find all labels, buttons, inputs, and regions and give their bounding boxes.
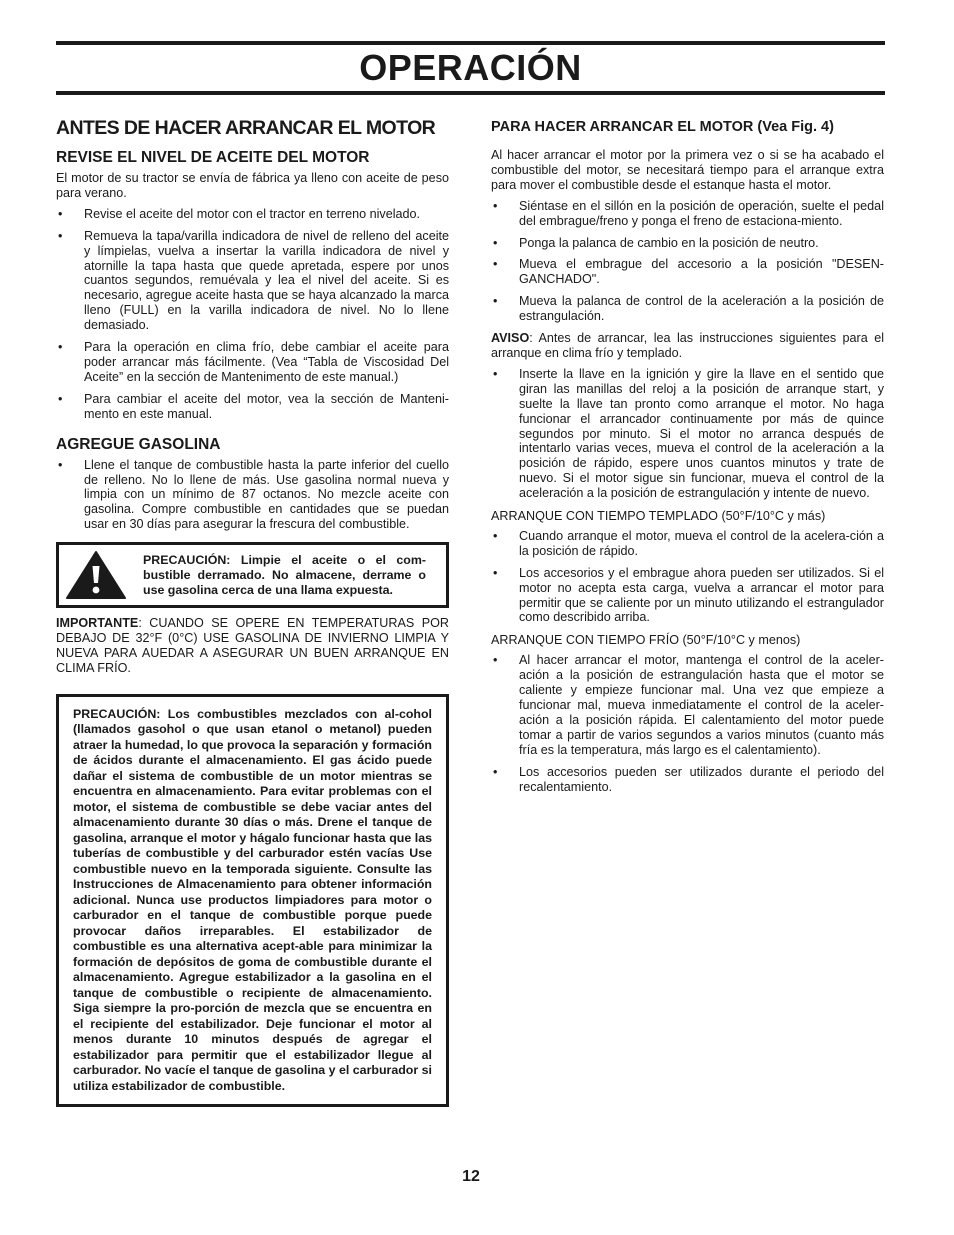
cold-start-heading: ARRANQUE CON TIEMPO FRÍO (50°F/10°C y menos) (491, 633, 801, 648)
section-title: ANTES DE HACER ARRANCAR EL MOTOR (56, 117, 436, 139)
list-item: • Los accesorios y el embrague ahora pueden ser utilizados. Si el motor no acepta esta carga, vuelva a arrancar el motor para permitir que se caliente por un minuto utilizando el estrangulador como describido arriba. (491, 566, 884, 626)
list-item: • Para cambiar el aceite del motor, vea la sección de Manteni-mento en este manual. (56, 392, 449, 422)
list-item: • Llene el tanque de combustible hasta la parte inferior del cuello de relleno. No lo llene de más. Use gasolina normal nueva y limpia con un mínimo de 87 octanos. No mezcle aceite con gasolina. Compre combustible en cantidades que se puedan usar en 30 días para asegurar la frescura del combustible. (56, 458, 449, 533)
list-item: • Mueva el embrague del accesorio a la posición "DESEN-GANCHADO". (491, 257, 884, 287)
caution-box-fuel-storage: PRECAUCIÓN: Los combustibles mezclados con al-cohol (llamados gasohol o que usan etanol o metanol) pueden atraer la humedad, lo que provoca la separación y formación de ácidos durante el almacenamiento. El gas ácido puede dañar el sistema de combustible de un motor mientras se encuentra en almacenamiento. Para evitar problemas con el motor, el sistema de combustible se debe vaciar antes del almacenamiento durante 30 días o más. Drene el tanque de gasolina, arranque el motor y hágalo funcionar hasta que las tuberías de combustible y del carburador estén vacías Use combustible nuevo en la temporada siguiente. Consulte las Instrucciones de Almacenamiento para obtener información adicional. Nunca use productos limpiadores para motor o carburador en el tanque de combustible porque puede provocar daños irreparables. El estabilizador de combustible es una alternativa acept-able para minimizar la formación de depósitos de goma de combustible durante el almacenamiento. Agregue estabilizador a la gasolina en el tanque de combustible o recipiente de almacenamiento. Siga siempre la pro-porción de mezcla que se encuentra en el recipiente del estabilizador. Deje funcionar el motor al menos durante 10 minutos después de agregar el estabilizador para permitir que el estabilizador llegue al carburador. No vacíe el tanque de gasolina y el carburador si utiliza estabilizador de combustible. (56, 694, 449, 1108)
oil-intro: El motor de su tractor se envía de fábrica ya lleno con aceite de peso para verano. (56, 171, 449, 200)
page-number-text: 12 (462, 1168, 480, 1185)
list-item: • Cuando arranque el motor, mueva el control de la acelera-ción a la posición de rápido. (491, 529, 884, 559)
fuel-list (56, 458, 449, 533)
notice-note (491, 331, 884, 361)
notice-text: : Antes de arrancar, lea las instrucciones siguientes para el arranque en clima frío y templado. (491, 331, 884, 360)
warning-triangle-icon (65, 550, 127, 600)
page-number (0, 1168, 954, 1186)
right-column (491, 113, 884, 801)
caution-text: PRECAUCIÓN: Limpie el aceite o el com-bustible derramado. No almacene, derrame o use gasolina cerca de una llama expuesta. (143, 552, 426, 597)
oil-heading: REVISE EL NIVEL DE ACEITE DEL MOTOR (56, 149, 370, 166)
page-title: OPERACIÓN (359, 47, 582, 88)
caution-box-spill (56, 542, 449, 608)
warm-start-heading: ARRANQUE CON TIEMPO TEMPLADO (50°F/10°C y más) (491, 509, 826, 524)
header-rule-bottom (56, 91, 885, 95)
left-column (56, 113, 449, 1107)
important-text: : CUANDO SE OPERE EN TEMPERATURAS POR DEBAJO DE 32°F (0°C) USE GASOLINA DE INVIERNO LIMPIA Y NUEVA PARA AUEDAR A ASEGURAR UN BUEN ARRANQUE EN CLIMA FRÍO. (56, 616, 449, 675)
notice-label: AVISO (491, 331, 530, 346)
warm-start-list (491, 529, 884, 625)
list-item: • Siéntase en el sillón en la posición de operación, suelte el pedal del embrague/freno y ponga el freno de estaciona-miento. (491, 199, 884, 229)
list-item: • Para la operación en clima frío, debe cambiar el aceite para poder arrancar más fácilmente. (Vea “Tabla de Viscosidad Del Aceite” en la sección de Mantenimento de este manual.) (56, 340, 449, 385)
fuel-heading: AGREGUE GASOLINA (56, 435, 221, 453)
list-item: • Inserte la llave en la ignición y gire la llave en el sentido que giran las manillas del reloj a la posición de arranque start, y suelte la llave tan pronto como arranque el motor. No haga funcionar el arrancador continuamente por más de quince segundos por minuto. Si el motor no arranca después de intentarlo varias veces, mueva el control de la aceleración a la posición de rápido, espere unos cuantos minutos y trate de nuevo. Si el motor sigue sin funcionar, mueva el control de la aceleración a la posición de estrangulación y intente de nuevo. (491, 367, 884, 501)
start-list (491, 199, 884, 324)
list-item: • Los accesorios pueden ser utilizados durante el periodo del recalentamiento. (491, 765, 884, 795)
cold-start-list (491, 653, 884, 794)
ignition-list (491, 367, 884, 501)
important-label: IMPORTANTE (56, 616, 139, 631)
important-note (56, 616, 449, 676)
list-item: • Al hacer arrancar el motor, mantenga el control de la aceler-ación a la posición de estrangulación hasta que el motor se caliente y empieze funcionar mal. Una vez que empieze a funcionar mal, mueva inmediatamente el control de la aceler-ación a la posición rápida. El calentamiento del motor puede tomar a partir de varios segundos a varios minutos (cuanto más fría es la temperatura, más largo es el calentamiento). (491, 653, 884, 757)
list-item: • Ponga la palanca de cambio en la posición de neutro. (491, 236, 884, 251)
list-item: • Mueva la palanca de control de la aceleración a la posición de estrangulación. (491, 294, 884, 324)
oil-list (56, 207, 449, 422)
start-intro: Al hacer arrancar el motor por la primera vez o si se ha acabado el combustible del motor, se necesitará tiempo para el arranque extra para mover el combustible desde el estanque hasta el motor. (491, 148, 884, 192)
list-item: • Remueva la tapa/varilla indicadora de nivel de relleno del aceite y límpielas, vuelva a insertar la varilla indicadora de nivel y atornille la tapa hasta que quede apretada, espere por unos cuantos segundos, remuévala y lea el nivel del aceite. Si es necesario, agregue aceite hasta que se haya alcanzado la marca lleno (FULL) en la varilla indicadora de nivel. No lo llene demasiado. (56, 229, 449, 333)
list-item: • Revise el aceite del motor con el tractor en terreno nivelado. (56, 207, 449, 222)
start-engine-heading: PARA HACER ARRANCAR EL MOTOR (Vea Fig. 4) (491, 119, 834, 135)
